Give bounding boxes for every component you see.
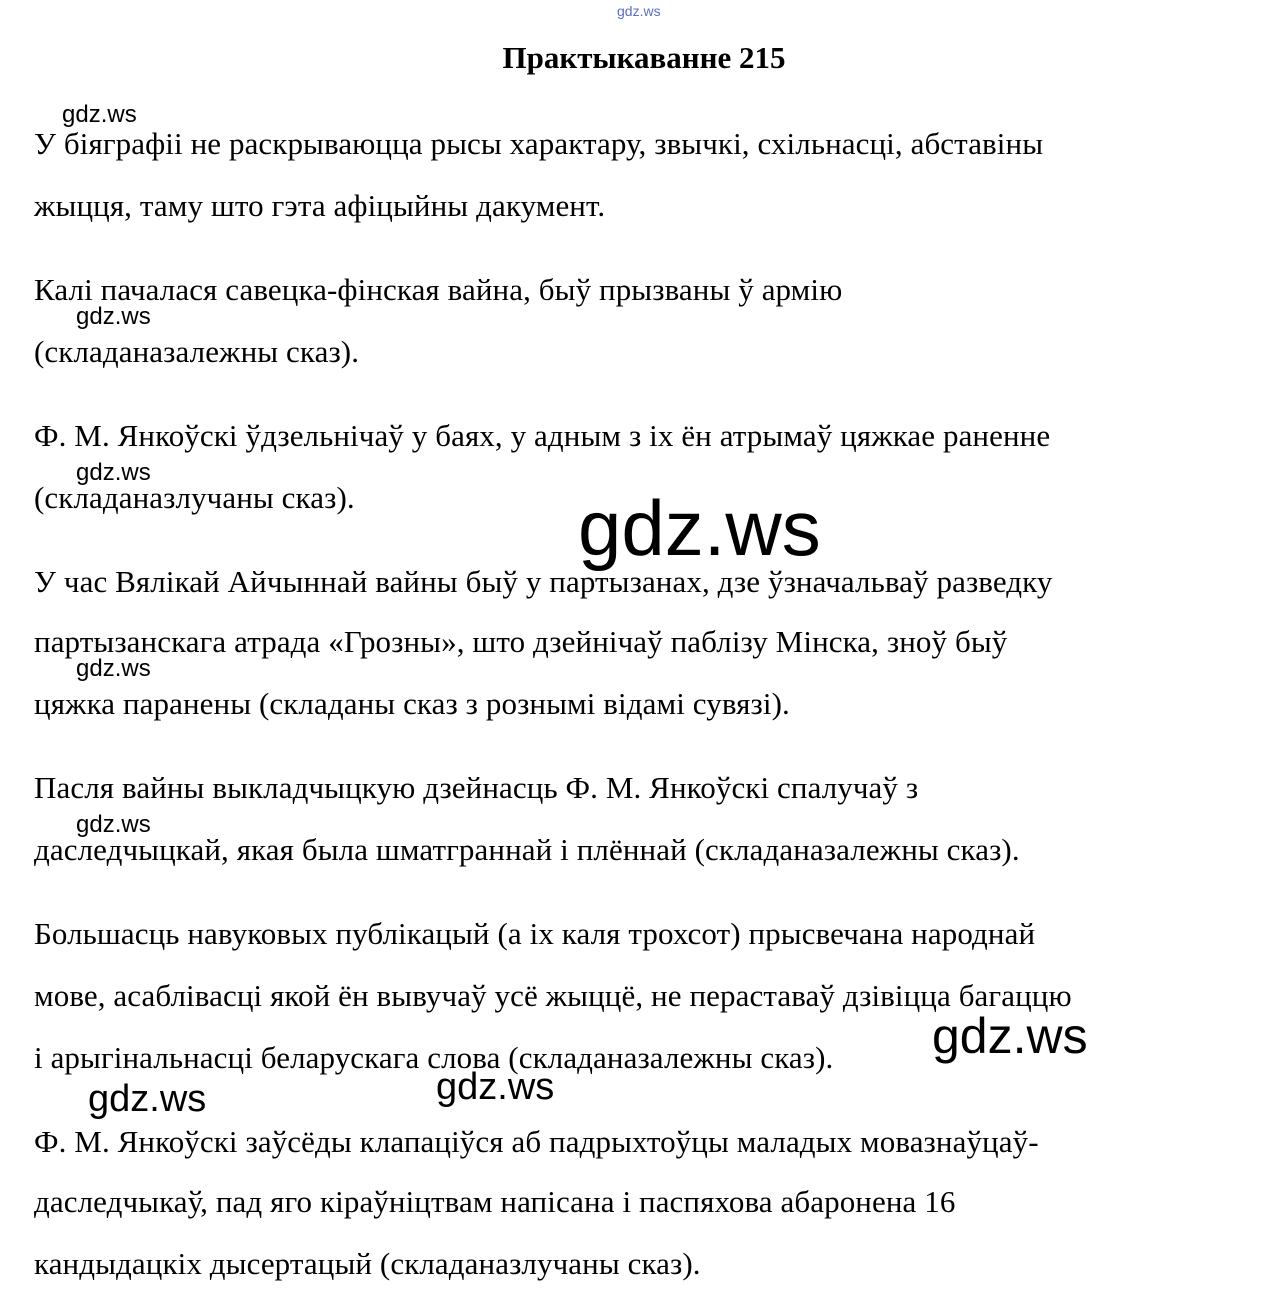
text-line: Ф. М. Янкоўскі ўдзельнічаў у баях, у адным з іх ён атрымаў цяжкае раненне: [34, 418, 1051, 453]
page-title: Практыкаванне 215: [502, 40, 786, 75]
watermark-bottom-mid: gdz.ws: [436, 1066, 555, 1108]
text-line: У біяграфіі не раскрываюцца рысы характару, звычкі, схільнасці, абставіны: [34, 126, 1044, 161]
text-line: (складаназалежны сказ).: [34, 334, 360, 369]
text-line: У час Вялікай Айчыннай вайны быў у партызанах, дзе ўзначальваў разведку: [34, 564, 1053, 599]
text-line: Ф. М. Янкоўскі заўсёды клапаціўся аб падрыхтоўцы маладых мовазнаўцаў-: [34, 1124, 1039, 1159]
text-line: цяжка паранены (складаны сказ з рознымі відамі сувязі).: [34, 686, 790, 721]
watermark-bottom-left: gdz.ws: [88, 1078, 207, 1120]
text-line: Калі пачалася савецка-фінская вайна, быў прызваны ў армію: [34, 272, 843, 307]
watermark: gdz.ws: [76, 811, 151, 838]
watermark-right: gdz.ws: [932, 1008, 1088, 1064]
text-line: партызанскага атрада «Грозны», што дзейнічаў паблізу Мінска, зноў быў: [34, 624, 1008, 659]
watermark: gdz.ws: [76, 459, 151, 486]
text-line: Большасць навуковых публікацый (а іх каля трохсот) прысвечана народнай: [34, 916, 1036, 951]
text-line: Пасля вайны выкладчыцкую дзейнасць Ф. М. Янкоўскі спалучаў з: [34, 770, 919, 805]
watermark-top: gdz.ws: [617, 3, 661, 19]
text-line: даследчыцкай, якая была шматграннай і плённай (складаназалежны сказ).: [34, 832, 1020, 867]
watermark: gdz.ws: [76, 655, 151, 682]
watermark-center: gdz.ws: [578, 484, 821, 572]
text-line: мове, асаблівасці якой ён вывучаў усё жыццё, не пераставаў дзівіцца багаццю: [34, 978, 1072, 1013]
text-line: і арыгінальнасці беларускага слова (складаназалежны сказ).: [34, 1040, 834, 1075]
text-line: жыцця, таму што гэта афіцыйны дакумент.: [34, 188, 606, 223]
text-line: (складаназлучаны сказ).: [34, 480, 355, 515]
watermark: gdz.ws: [76, 303, 151, 330]
watermark: gdz.ws: [62, 101, 137, 128]
text-line: кандыдацкіх дысертацый (складаназлучаны сказ).: [34, 1246, 701, 1281]
text-line: даследчыкаў, пад яго кіраўніцтвам напісана і паспяхова абаронена 16: [34, 1184, 956, 1219]
